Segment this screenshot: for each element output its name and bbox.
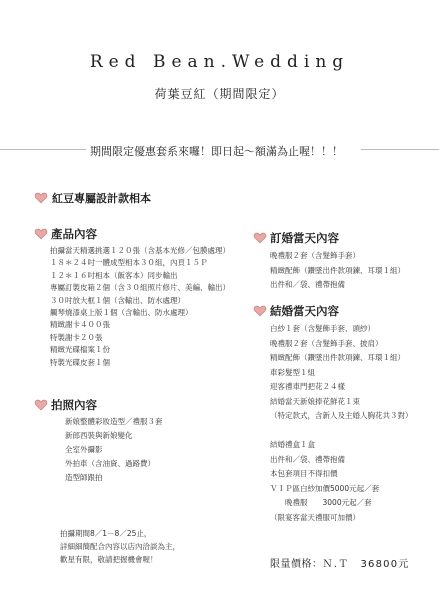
list-item: 造型師跟拍: [65, 473, 103, 482]
footer-notes: [60, 527, 180, 566]
list-item: 精緻光碟檔案１份: [50, 345, 110, 355]
album-heading: [34, 190, 151, 206]
page-subtitle: 荷葉豆紅（期間限定）: [154, 87, 285, 101]
heart-icon: [253, 304, 267, 318]
list-item: 出件和／袋、禮帶抱備: [270, 280, 345, 289]
shoot-title: 拍照內容: [51, 398, 97, 412]
list-item: ３０吋放大框１個（含輸出、防水處理）: [50, 295, 185, 305]
list-item: １２＊１６吋相本（飯客本）同步輸出: [50, 270, 178, 280]
list-item: 晚禮服 3000元起／套: [270, 498, 372, 507]
list-item: 白紗１套（含髮飾手套、頭紗）: [270, 324, 375, 333]
products-heading: [34, 226, 97, 242]
list-item: 拍攝當天精選挑選１２０張（含基本光修／包膜處理）: [50, 246, 230, 255]
engagement-title: 訂婚當天內容: [270, 231, 339, 245]
list-item: 精緻配飾（鑽墜出件款項鍊、耳環１組）: [270, 353, 405, 362]
list-item: 觸琴燒漆桌上版１個（含輸出、防水處理）: [50, 307, 193, 317]
list-item: 本包套項目不得扣價: [270, 469, 338, 478]
engagement-list: [270, 249, 405, 293]
wedding-heading: [253, 303, 339, 319]
wedding-list: [270, 322, 413, 525]
price-value: Ｎ.Ｔ 36800元: [322, 559, 410, 570]
products-title: 產品內容: [51, 227, 97, 241]
list-item: 專屬訂製皮箱２個（含３０組照片修片、美編、輸出）: [50, 283, 230, 293]
footer-note: 詳細細簡配合內容以店內洽談為主，: [60, 542, 180, 551]
products-list: [50, 245, 230, 369]
list-item: 精緻配飾（鑽墜出件款項鍊、耳環１組）: [270, 265, 405, 275]
list-item: （特定款式，含新人及主婚人胸花共３對）: [270, 411, 413, 420]
footer-note: 歡星有限，敬請把握機會喔！: [60, 555, 158, 564]
shoot-list: [65, 415, 163, 485]
list-item: （限宴客當天禮服可加價）: [270, 512, 360, 522]
list-item: 新娘整體彩妝造型／禮服３套: [65, 417, 163, 426]
engagement-heading: [253, 230, 339, 246]
heart-icon: [34, 227, 48, 241]
list-item: 晚禮服２套（含髮飾手套）: [270, 251, 360, 260]
list-item: 晚禮服２套（含髮飾手套、披肩）: [270, 338, 383, 348]
list-item: 結婚禮盒１盒: [270, 440, 315, 449]
list-item: 出件和／袋、禮帶抱備: [270, 454, 345, 464]
list-item: 特製謝卡２０張: [50, 332, 103, 342]
footer-note: 拍攝期間8／1－8／25止，: [60, 529, 152, 538]
banner-rule-right: [361, 149, 439, 150]
list-item: 外拍車（含油資、過路費）: [65, 459, 155, 468]
album-heading-text: 紅豆專屬設計款相本: [52, 192, 151, 205]
list-item: ＶＩＰ區白紗加價5000元起／套: [270, 483, 380, 493]
limited-price: [270, 555, 410, 570]
list-item: 迎客禮車門把花２４樣: [270, 382, 345, 391]
banner-rule-left: [0, 149, 86, 150]
wedding-title: 結婚當天內容: [270, 304, 339, 318]
list-item: 全室外攝影: [65, 445, 103, 454]
list-item: 特製光碟皮套１個: [50, 357, 110, 367]
list-item: 新郎西裝與新娘變化: [65, 431, 133, 440]
heart-icon: [253, 231, 267, 245]
list-item: 結婚當天新娘捧花鮮花１束: [270, 396, 360, 406]
banner-text: 期間限定優惠套系來囉！即日起～額滿為止喔！！！: [90, 145, 343, 158]
brand-title: Red Bean.Wedding: [89, 52, 350, 72]
heart-icon: [34, 398, 48, 412]
shoot-heading: [34, 397, 97, 413]
heart-icon: [34, 191, 48, 205]
list-item: 車彩髮型１組: [270, 367, 315, 377]
list-item: １８＊２４吋一體成型相本３０組，內頁１５Ｐ: [50, 258, 208, 268]
price-label: 限量價格：: [270, 559, 323, 570]
list-item: [270, 424, 413, 439]
list-item: 精緻謝卡４００張: [50, 320, 110, 330]
promo-banner: [0, 143, 439, 158]
